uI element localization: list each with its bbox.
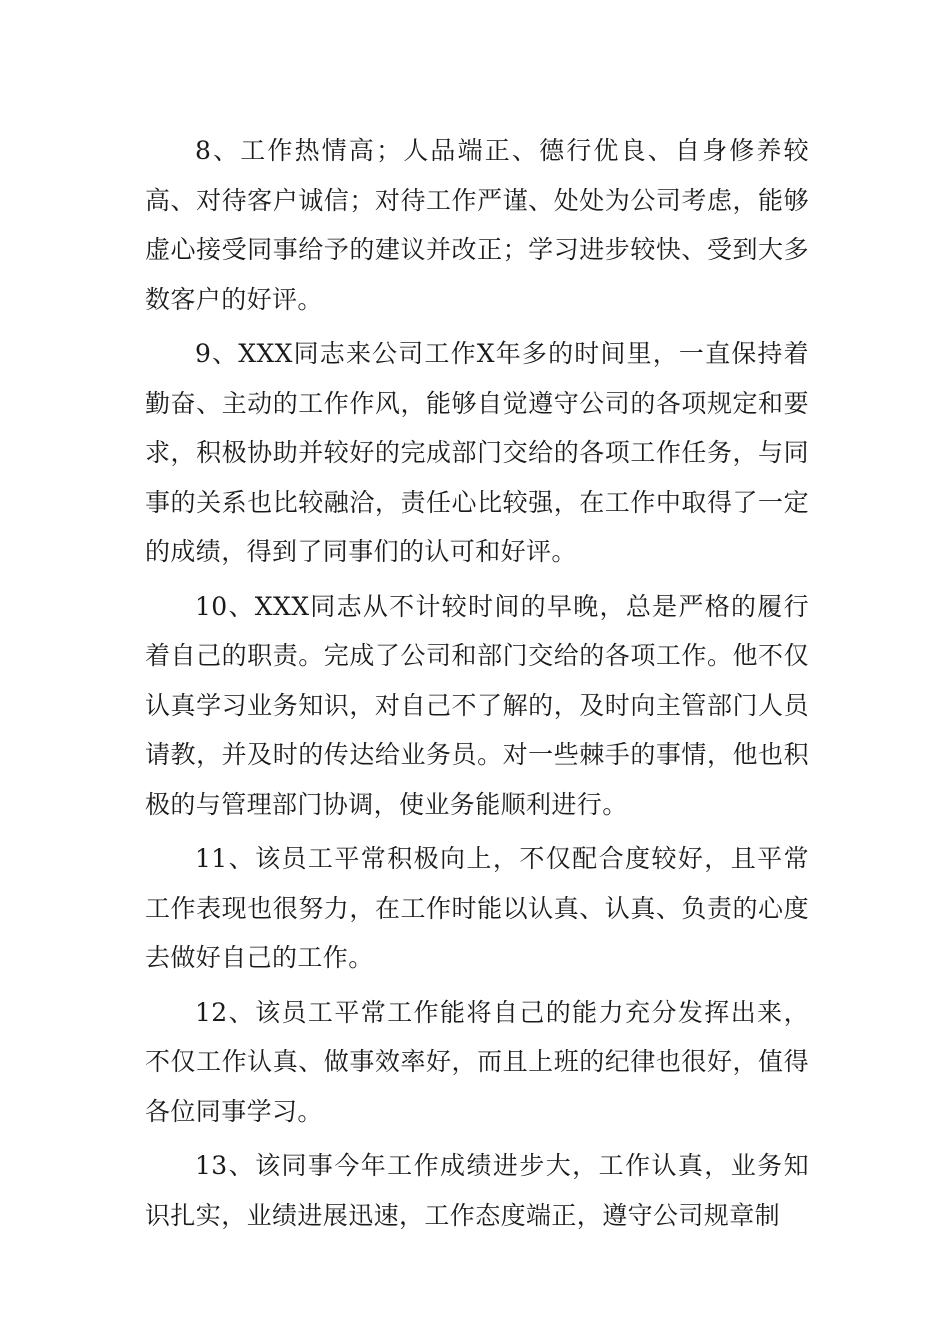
paragraph-11: 11、该员工平常积极向上，不仅配合度较好，且平常工作表现也很努力，在工作时能以认真、认真、负责的心度去做好自己的工作。 — [145, 844, 809, 972]
paragraph-13: 13、该同事今年工作成绩进步大，工作认真，业务知识扎实，业绩进展迅速，工作态度端正，遵守公司规章制 — [145, 1151, 809, 1230]
paragraph-9: 9、XXX同志来公司工作X年多的时间里，一直保持着勤奋、主动的工作作风，能够自觉遵守公司的各项规定和要求，积极协助并较好的完成部门交给的各项工作任务，与同事的关系也比较融洽，责任心比较强，在工作中取得了一定的成绩，得到了同事们的认可和好评。 — [145, 339, 809, 566]
paragraph-8: 8、工作热情高；人品端正、德行优良、自身修养较高、对待客户诚信；对待工作严谨、处处为公司考虑，能够虚心接受同事给予的建议并改正；学习进步较快、受到大多数客户的好评。 — [145, 136, 809, 314]
document-body — [145, 126, 809, 1245]
paragraph-10: 10、XXX同志从不计较时间的早晚，总是严格的履行着自己的职责。完成了公司和部门交给的各项工作。他不仅认真学习业务知识，对自己不了解的，及时向主管部门人员请教，并及时的传达给业务员。对一些棘手的事情，他也积极的与管理部门协调，使业务能顺利进行。 — [145, 591, 809, 819]
paragraph-12: 12、该员工平常工作能将自己的能力充分发挥出来，不仅工作认真、做事效率好，而且上班的纪律也很好，值得各位同事学习。 — [145, 997, 809, 1126]
